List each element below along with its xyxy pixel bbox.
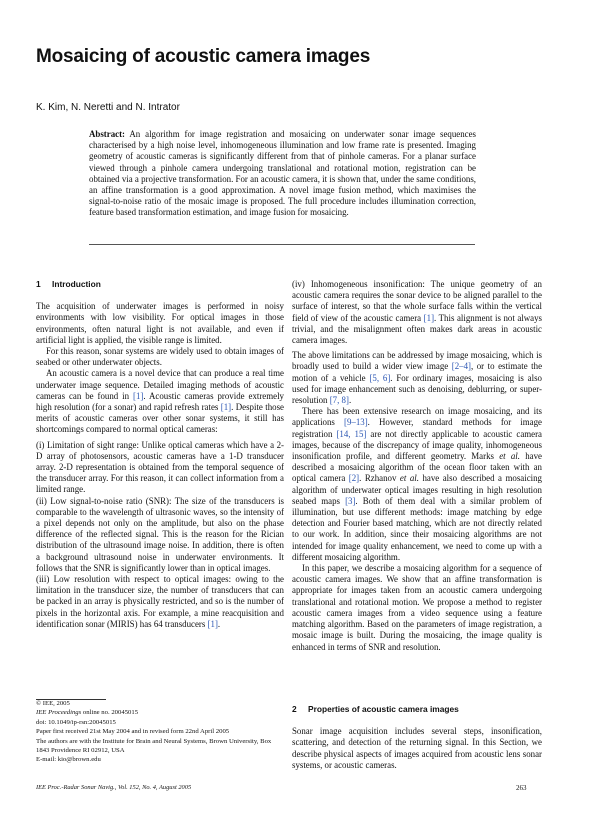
paragraph: In this paper, we describe a mosaicing algorithm for a sequence of acoustic camera images. We show that an affine transformation is appropriate for images taken from an acoustic camera undergoing translational and rotational motion. We propose a method to register acoustic camera images from a video sequence using a feature matching algorithm. Based on the parameters of image registration, a mosaic image is built. During the mosaicing, the image quality is enhanced in terms of SNR and resolution. [292, 563, 542, 652]
citation-link[interactable]: [14, 15] [336, 428, 367, 439]
list-item: (iv) Inhomogeneous insonification: The unique geometry of an acoustic camera requires the sonar device to be aligned parallel to the surface of interest, so that the whole surface falls within the vertical field of view of the acoustic camera [1]. This alignment is not always trivial, and the misalignment often makes dark areas in acoustic camera images. [292, 279, 542, 346]
paragraph: The above limitations can be addressed by image mosaicing, which is broadly used to build a wider view image [2–4], or to estimate the motion of a vehicle [5, 6]. For ordinary images, mosaicing is also used for image enhancement such as denoising, deblurring, or super-resolution [7, 8]. [292, 350, 543, 406]
affiliation: The authors are with the Institute for Brain and Neural Systems, Brown University, Box 1843 Providence RI 02912, USA [36, 737, 272, 755]
online-number: IEE Proceedings online no. 20045015 [36, 709, 139, 717]
running-footer: IEE Proc.-Radar Sonar Navig., Vol. 152, No. 4, August 2005 [36, 784, 192, 791]
section-heading-introduction: 1 Introduction [36, 279, 101, 289]
section-2 [292, 704, 542, 771]
paragraph: Sonar image acquisition includes several steps, insonification, scattering, and detection of the returning signal. In this Section, we describe physical aspects of images acquired from acoustic lens sonar systems, or acoustic cameras. [292, 726, 542, 770]
paragraph: The acquisition of underwater images is performed in noisy environments with low visibility. For optical images in those environments, often natural light is not available, and even if artificial light is applied, the visible range is limited. [36, 301, 284, 345]
list-item: (ii) Low signal-to-noise ratio (SNR): The size of the transducers is comparable to the wavelength of ultrasonic waves, so the intensity of a pixel depends not only on the amplitude, but also on the phase difference of the reflected signal. This is the reason for the Rician distribution of the ultrasound image noise. In addition, there is often a background ultrasound noise in underwater environments. It follows that the SNR is significantly lower than in optical images. [36, 495, 284, 573]
copyright: © IEE, 2005 [36, 700, 70, 707]
citation-link[interactable]: [1] [220, 402, 232, 413]
citation-link[interactable]: [7, 8] [329, 395, 349, 406]
section-heading-properties: 2 Properties of acoustic camera images [292, 704, 459, 714]
footnote [36, 699, 284, 765]
paragraph: There has been extensive research on image mosaicing, and its applications [9–13]. However, standard methods for image registration [14, 15] are not directly applicable to acoustic camera images, because of the discrepancy of image quality, inhomogeneous insonification profile, and different geometry. Marks et al. have described a mosaicing algorithm of the ocean floor taken with an optical camera [2]. Rzhanov et al. have also described a mosaicing algorithm of underwater optical images resulting in high resolution seabed maps [3]. Both of them deal with a similar problem of illumination, but use different methods: image matching by edge detection and Fourier based matching, which are not directly related to our work. In addition, since their mosaicing algorithms are not intended for image quality enhancement, we need to come up with a different mosaicing algorithm. [292, 406, 543, 562]
list-item: (i) Limitation of sight range: Unlike optical cameras which have a 2-D array of photosensors, acoustic cameras have a 1-D transducer array. 2-D representation is obtained from the temporal sequence of the transducer array. For this reason, it can collect information from a limited range. [36, 439, 284, 495]
abstract-text: An algorithm for image registration and mosaicing on underwater sonar image sequences characterised by a high noise level, inhomogeneous illumination and low frame rate is presented. Imaging geometry of acoustic cameras is significantly different from that of pinhole cameras. For a planar surface viewed through a pinhole camera undergoing translational and rotational motion, registration can be obtained via a projective transformation. For an acoustic camera, it is shown that, under the same conditions, an affine transformation is a good approximation. A novel image fusion method, which maximises the signal-to-noise ratio of the mosaic image is proposed. The full procedure includes illumination correction, feature based transformation estimation, and image fusion for mosaicing. [89, 129, 476, 218]
abstract-divider [89, 244, 475, 245]
abstract [89, 129, 476, 219]
citation-link[interactable]: [5, 6] [369, 372, 391, 383]
citation-link[interactable]: [1] [423, 312, 435, 323]
citation-link[interactable]: [9–13] [344, 417, 368, 428]
right-column [292, 279, 542, 653]
received-date: Paper first received 21st May 2004 and in revised form 22nd April 2005 [36, 728, 230, 736]
citation-link[interactable]: [3] [345, 495, 356, 506]
doi: doi: 10.1049/ip-rsn:20045015 [36, 718, 116, 726]
citation-link[interactable]: [1] [207, 618, 218, 629]
citation-link[interactable]: [2–4] [451, 361, 471, 372]
author-list: K. Kim, N. Neretti and N. Intrator [36, 102, 180, 113]
email: E-mail: kio@brown.edu [36, 756, 101, 764]
citation-link[interactable]: [1] [133, 390, 144, 401]
abstract-label: Abstract: [89, 129, 125, 139]
paper-title: Mosaicing of acoustic camera images [36, 46, 371, 67]
paragraph: An acoustic camera is a novel device that can produce a real time underwater image sequence. Detailed imaging methods of acoustic cameras can be found in [1]. Acoustic cameras provide extremely high resolution (for a sonar) and rapid refresh rates [1]. Despite those merits of acoustic cameras over other sonar systems, it still has shortcomings compared to normal optical cameras: [36, 368, 284, 435]
paragraph: For this reason, sonar systems are widely used to obtain images of seabed or other underwater objects. [36, 346, 284, 368]
citation-link[interactable]: [2] [348, 473, 360, 484]
left-column [36, 279, 284, 630]
page-number: 263 [516, 784, 527, 792]
list-item: (iii) Low resolution with respect to optical images: owing to the limitation in the transducer size, the number of transducers that can be packed in an array is physically restricted, and so is the number of pixels in the horizontal axis. For example, a mine reacquisition and identification sonar (MIRIS) has 64 transducers [1]. [36, 574, 284, 629]
